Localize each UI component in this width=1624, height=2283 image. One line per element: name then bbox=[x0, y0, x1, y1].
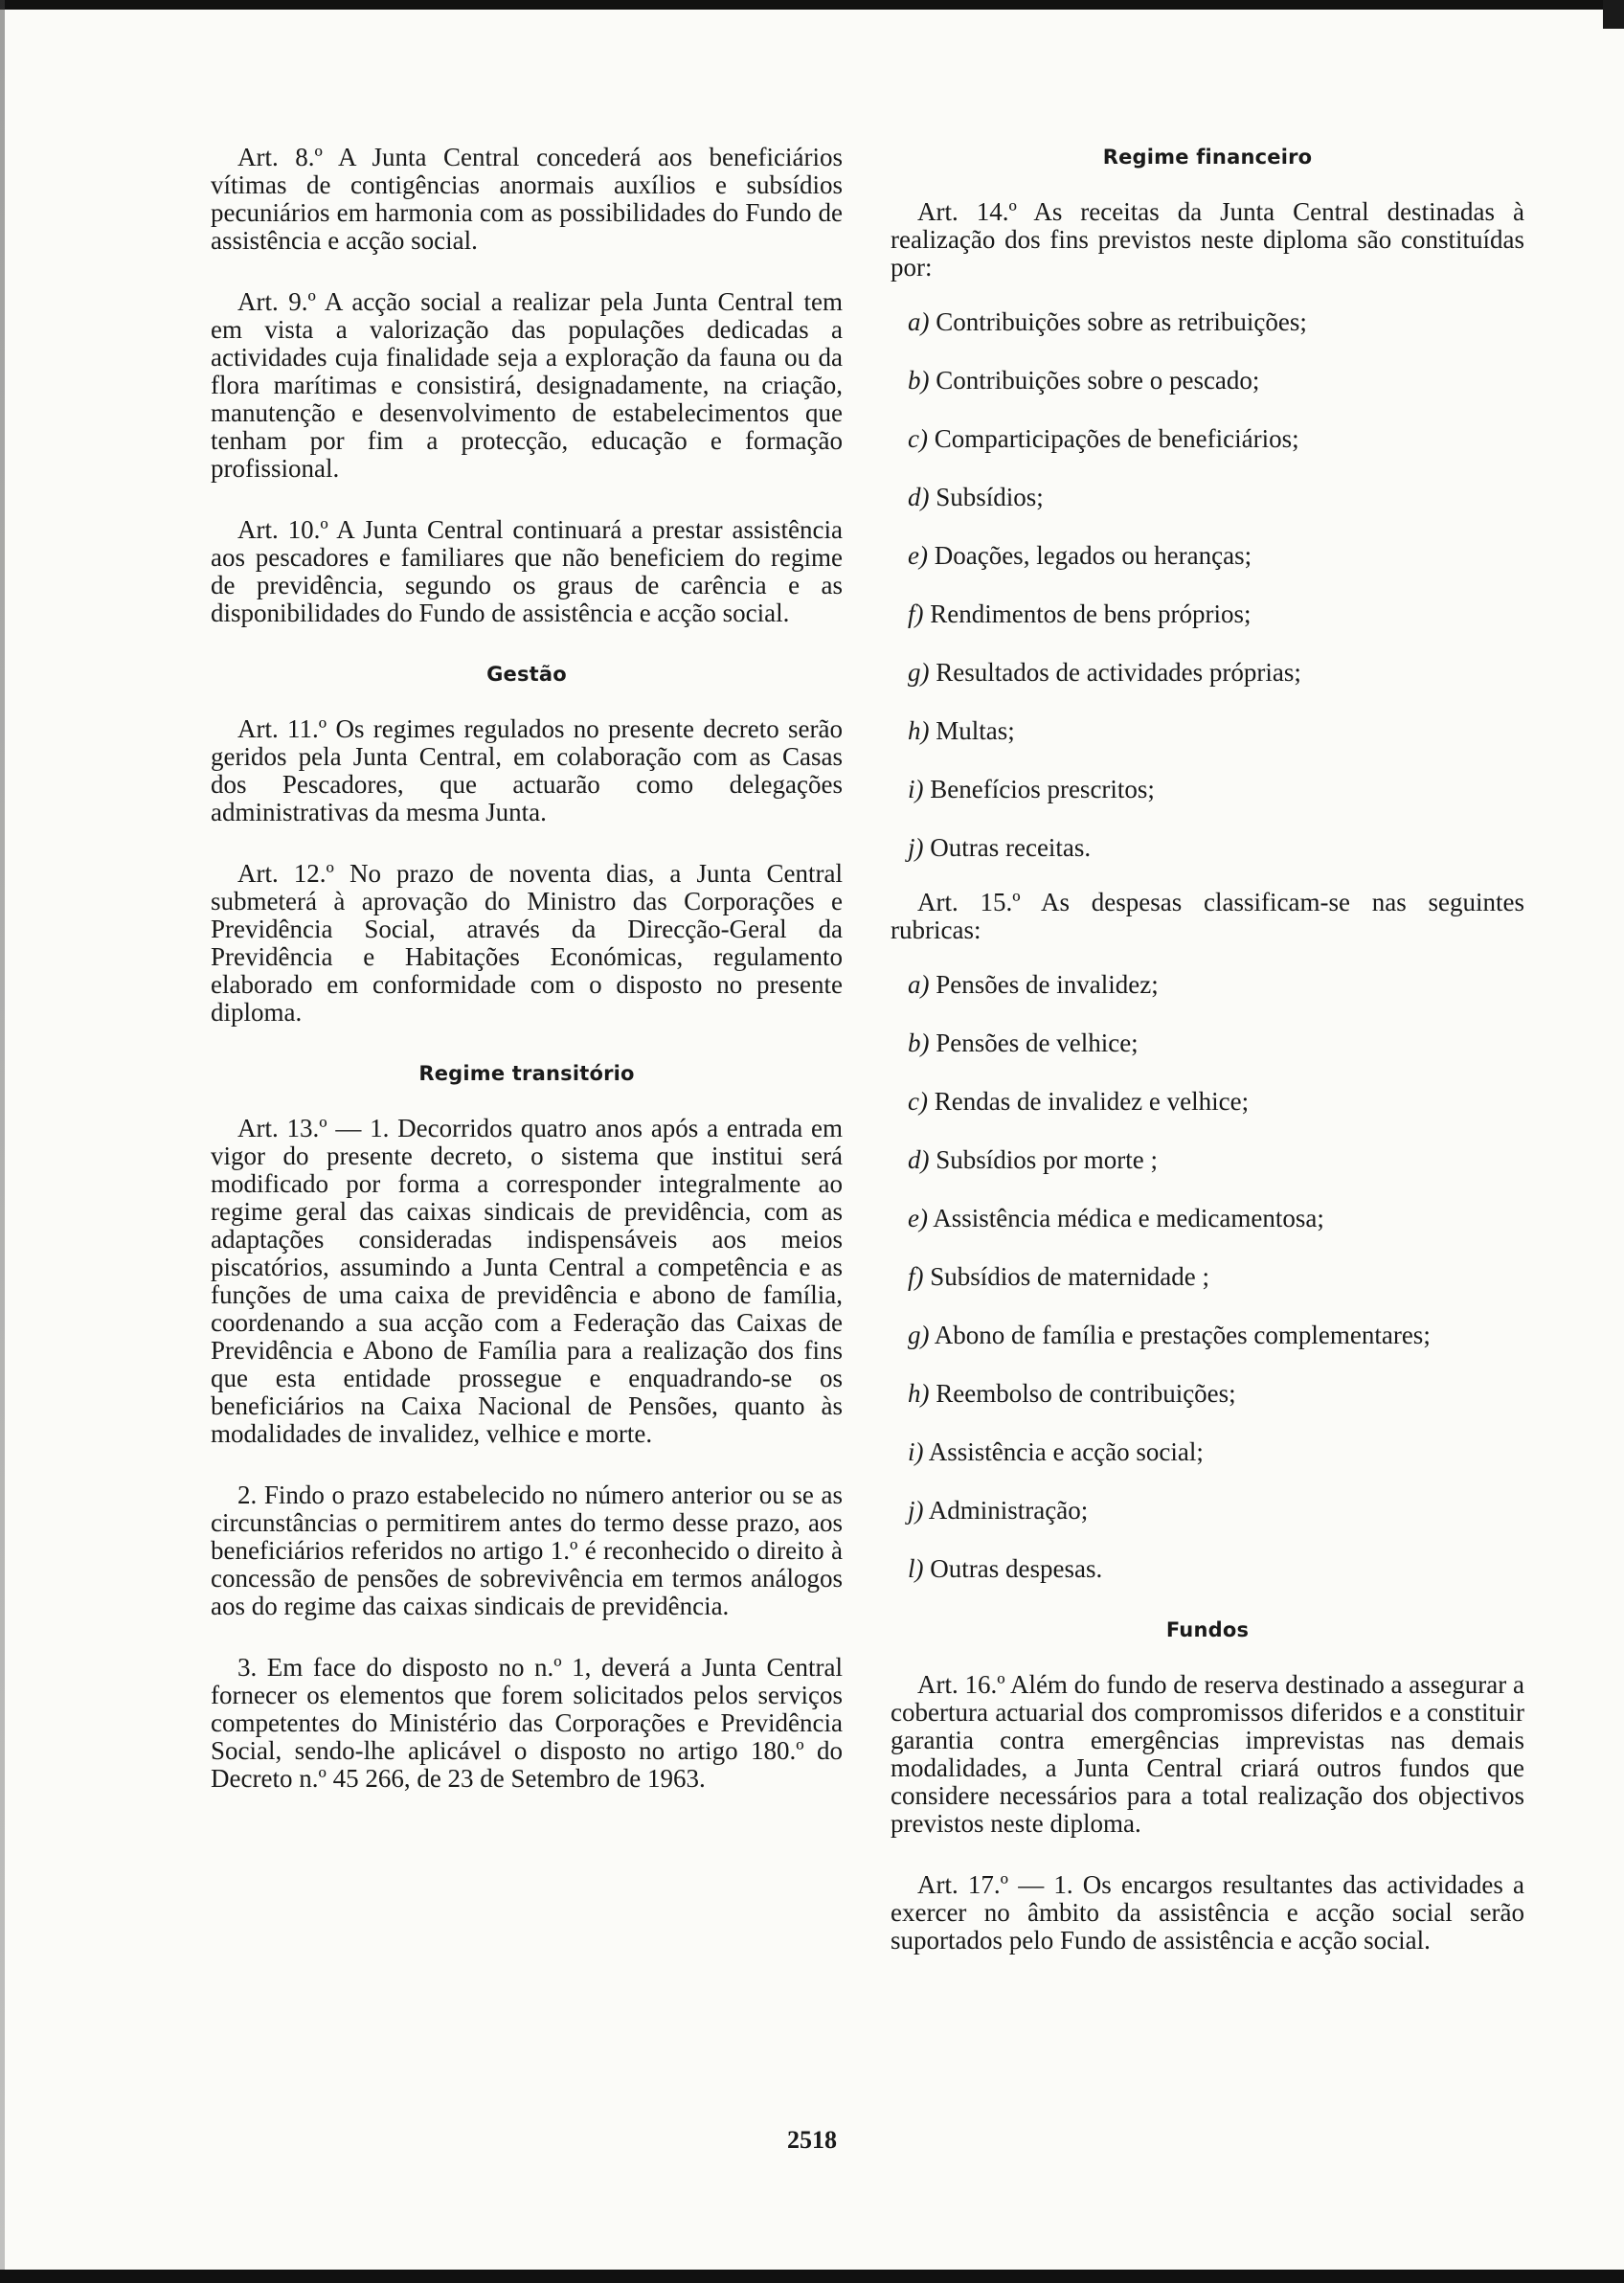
list-item: j) Administração; bbox=[908, 1496, 1089, 1525]
list-item: h) Reembolso de contribuições; bbox=[908, 1379, 1236, 1408]
list-item: f) Subsídios de maternidade ; bbox=[908, 1262, 1209, 1291]
scan-border-bottom bbox=[0, 2270, 1624, 2283]
article-13-paragraph-2: 2. Findo o prazo estabelecido no número anterior ou se as circunstâncias o permitirem antes do termo desse prazo, aos beneficiários referidos no artigo 1.º é reconhecido o direito à concessão de pensões de sobrevivência em termos análogos aos do regime das caixas sindicais de previdência. bbox=[211, 1481, 843, 1620]
scan-border-top bbox=[0, 0, 1624, 10]
list-item: b) Pensões de velhice; bbox=[908, 1028, 1139, 1057]
list-item: g) Resultados de actividades próprias; bbox=[908, 658, 1301, 687]
article-9: Art. 9.º A acção social a realizar pela Junta Central tem em vista a valorização das populações dedicadas a actividades cuja finalidade seja a exploração da fauna ou da flora marítimas e consistirá, designadamente, na criação, manutenção e desenvolvimento de estabelecimentos que tenham por fim a protecção, educação e formação profissional. bbox=[211, 287, 843, 483]
heading-fundos: Fundos bbox=[1165, 1618, 1250, 1641]
despesas-list bbox=[891, 971, 1524, 1583]
article-16: Art. 16.º Além do fundo de reserva destinado a assegurar a cobertura actuarial dos compromissos diferidos e a constituir garantia contra emergências imprevistas nas demais modalidades, a Junta Central criará outros fundos que considere necessários para a total realização dos objectivos previstos neste diploma. bbox=[891, 1670, 1524, 1838]
article-17-paragraph-1: Art. 17.º — 1. Os encargos resultantes das actividades a exercer no âmbito da assistência e acção social serão suportados pelo Fundo de assistência e acção social. bbox=[891, 1870, 1524, 1955]
article-11: Art. 11.º Os regimes regulados no presente decreto serão geridos pela Junta Central, em colaboração com as Casas dos Pescadores, que actuarão como delegações administrativas da mesma Junta. bbox=[211, 714, 843, 826]
list-item: a) Pensões de invalidez; bbox=[908, 970, 1159, 999]
list-item: a) Contribuições sobre as retribuições; bbox=[908, 307, 1307, 336]
receitas-list bbox=[891, 308, 1524, 862]
list-item: c) Comparticipações de beneficiários; bbox=[908, 424, 1299, 453]
scan-border-left bbox=[0, 0, 5, 2283]
list-item: g) Abono de família e prestações complementares; bbox=[908, 1321, 1431, 1349]
list-item: i) Benefícios prescritos; bbox=[908, 775, 1155, 803]
list-item: b) Contribuições sobre o pescado; bbox=[908, 366, 1260, 395]
article-15: Art. 15.º As despesas classificam-se nas seguintes rubricas: bbox=[891, 888, 1524, 944]
list-item: l) Outras despesas. bbox=[908, 1554, 1103, 1583]
page-number: 2518 bbox=[787, 2126, 837, 2154]
list-item: e) Assistência médica e medicamentosa; bbox=[908, 1204, 1324, 1232]
heading-gestao: Gestão bbox=[486, 663, 567, 686]
scan-corner-mark bbox=[1603, 0, 1624, 29]
article-13-paragraph-3: 3. Em face do disposto no n.º 1, deverá a Junta Central fornecer os elementos que forem solicitados pelos serviços competentes do Ministério das Corporações e Previdência Social, sendo-lhe aplicável o disposto no artigo 180.º do Decreto n.º 45 266, de 23 de Setembro de 1963. bbox=[211, 1653, 843, 1793]
list-item: i) Assistência e acção social; bbox=[908, 1437, 1204, 1466]
list-item: f) Rendimentos de bens próprios; bbox=[908, 599, 1252, 628]
list-item: h) Multas; bbox=[908, 716, 1015, 745]
heading-regime-financeiro: Regime financeiro bbox=[1102, 146, 1313, 169]
article-8: Art. 8.º A Junta Central concederá aos beneficiários vítimas de contigências anormais auxílios e subsídios pecuniários em harmonia com as possibilidades do Fundo de assistência e acção social. bbox=[211, 143, 843, 255]
list-item: e) Doações, legados ou heranças; bbox=[908, 541, 1252, 570]
list-item: j) Outras receitas. bbox=[908, 833, 1092, 862]
article-13-paragraph-1: Art. 13.º — 1. Decorridos quatro anos após a entrada em vigor do presente decreto, o sistema que institui será modificado por forma a corresponder integralmente ao regime geral das caixas sindicais de previdência, com as adaptações consideradas indispensáveis aos meios piscatórios, assumindo a Junta Central a competência e as funções de uma caixa de previdência e abono de família, coordenando a sua acção com a Federação das Caixas de Previdência e Abono de Família para a realização dos fins que esta entidade prossegue e enquadrando-se os beneficiários na Caixa Nacional de Pensões, quanto às modalidades de invalidez, velhice e morte. bbox=[211, 1114, 843, 1448]
article-10: Art. 10.º A Junta Central continuará a prestar assistência aos pescadores e familiares que não beneficiem do regime de previdência, segundo os graus de carência e as disponibilidades do Fundo de assistência e acção social. bbox=[211, 515, 843, 627]
article-14: Art. 14.º As receitas da Junta Central destinadas à realização dos fins previstos neste diploma são constituídas por: bbox=[891, 197, 1524, 282]
list-item: c) Rendas de invalidez e velhice; bbox=[908, 1087, 1250, 1116]
right-column bbox=[891, 144, 1524, 1955]
article-12: Art. 12.º No prazo de noventa dias, a Junta Central submeterá à aprovação do Ministro das Corporações e Previdência Social, através da Direcção-Geral da Previdência e Habitações Económicas, regulamento elaborado em conformidade com o disposto no presente diploma. bbox=[211, 859, 843, 1027]
list-item: d) Subsídios por morte ; bbox=[908, 1145, 1159, 1174]
left-column bbox=[211, 144, 843, 1793]
list-item: d) Subsídios; bbox=[908, 483, 1044, 511]
heading-regime-transitorio: Regime transitório bbox=[418, 1062, 635, 1085]
